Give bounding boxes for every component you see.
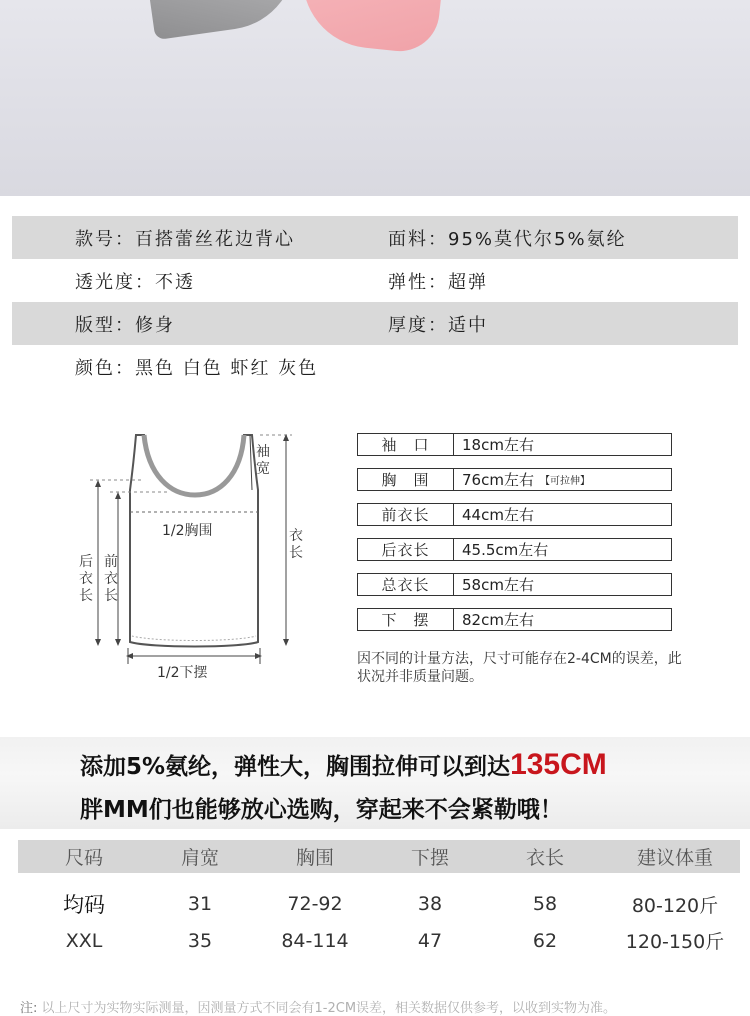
length-cell: 58: [532, 893, 558, 915]
size-table-header: [18, 840, 740, 873]
measurement-row: [357, 468, 672, 491]
hem-cell: 38: [417, 893, 443, 915]
hem-cell: 47: [417, 929, 443, 952]
banner-highlight: 135CM: [510, 748, 607, 781]
header-shoulder: 肩宽: [180, 847, 219, 869]
info-elasticity: 弹性：超弹: [388, 271, 488, 293]
measurement-row: [357, 433, 672, 456]
measurement-value: 82cm左右: [462, 611, 534, 629]
product-info-table: [12, 216, 738, 388]
gray-tank-top-image: [146, 0, 304, 40]
measurement-disclaimer: 因不同的计量方法，尺寸可能存在2-4CM的误差，此状况并非质量问题。: [357, 651, 682, 685]
product-photo: [0, 0, 750, 196]
banner-line-1-text: 添加5%氨纶，弹性大，胸围拉伸可以到达: [80, 754, 511, 780]
measurement-diagram: [60, 420, 350, 700]
weight-cell: 80-120斤: [631, 894, 719, 917]
header-length: 衣长: [525, 847, 564, 869]
front-length-label: 前衣长: [104, 554, 118, 604]
size-cell: 均码: [63, 893, 105, 917]
measurement-label: 胸 围: [358, 469, 454, 490]
measurement-value: 44cm左右: [462, 506, 534, 524]
measurement-row: [357, 538, 672, 561]
size-cell: XXL: [65, 929, 103, 952]
measurement-value: 76cm左右: [462, 471, 534, 489]
stretchable-note: 【可拉伸】: [539, 476, 590, 487]
half-chest-label: 1/2胸围: [162, 523, 213, 539]
table-row: [18, 923, 740, 958]
size-table: [18, 840, 740, 958]
footnote-text: 以上尺寸为实物实际测量，因测量方式不同会有1-2CM误差，相关数据仅供参考，以收到实物为准。: [41, 1001, 617, 1016]
measurement-label: 袖 口: [358, 434, 454, 455]
measurement-value: 58cm左右: [462, 576, 534, 594]
info-fabric: 面料：95%莫代尔5%氨纶: [388, 228, 627, 250]
banner-line-1: [80, 748, 607, 782]
measurement-row: [357, 573, 672, 596]
table-row: [18, 873, 740, 923]
header-chest: 胸围: [295, 847, 334, 869]
sleeve-width-label: 袖宽: [256, 444, 270, 477]
measurement-label: 下 摆: [358, 609, 454, 630]
length-label: 衣长: [289, 528, 303, 561]
info-row: [12, 345, 738, 388]
measurement-label: 后衣长: [358, 539, 454, 560]
chest-cell: 72-92: [287, 893, 343, 915]
half-hem-label: 1/2下摆: [157, 665, 208, 681]
shoulder-cell: 35: [187, 929, 213, 952]
measurement-value: 18cm左右: [462, 436, 534, 454]
info-row: [12, 302, 738, 345]
info-fit: 版型：修身: [75, 314, 175, 336]
footnote: [20, 997, 616, 1016]
info-colors: 颜色：黑色 白色 虾红 灰色: [75, 357, 319, 379]
info-style: 款号：百搭蕾丝花边背心: [75, 228, 295, 250]
measurement-label: 总衣长: [358, 574, 454, 595]
info-opacity: 透光度：不透: [75, 271, 195, 293]
pink-tank-top-image: [296, 0, 444, 55]
measurement-label: 前衣长: [358, 504, 454, 525]
header-weight: 建议体重: [636, 847, 713, 869]
chest-cell: 84-114: [281, 929, 349, 952]
banner-line-2: 胖MM们也能够放心选购，穿起来不会紧勒哦！: [80, 797, 563, 823]
info-row: [12, 259, 738, 302]
back-length-label: 后衣长: [79, 554, 93, 604]
info-row: [12, 216, 738, 259]
footnote-lead: 注:: [20, 1001, 38, 1016]
measurement-row: [357, 503, 672, 526]
measurement-row: [357, 608, 672, 631]
header-size: 尺码: [64, 847, 103, 869]
measurement-value: 45.5cm左右: [462, 541, 549, 559]
header-hem: 下摆: [410, 847, 449, 869]
weight-cell: 120-150斤: [625, 931, 725, 953]
shoulder-cell: 31: [187, 893, 213, 915]
measurement-list: [357, 433, 672, 643]
length-cell: 62: [532, 929, 558, 952]
info-thickness: 厚度：适中: [388, 314, 488, 336]
